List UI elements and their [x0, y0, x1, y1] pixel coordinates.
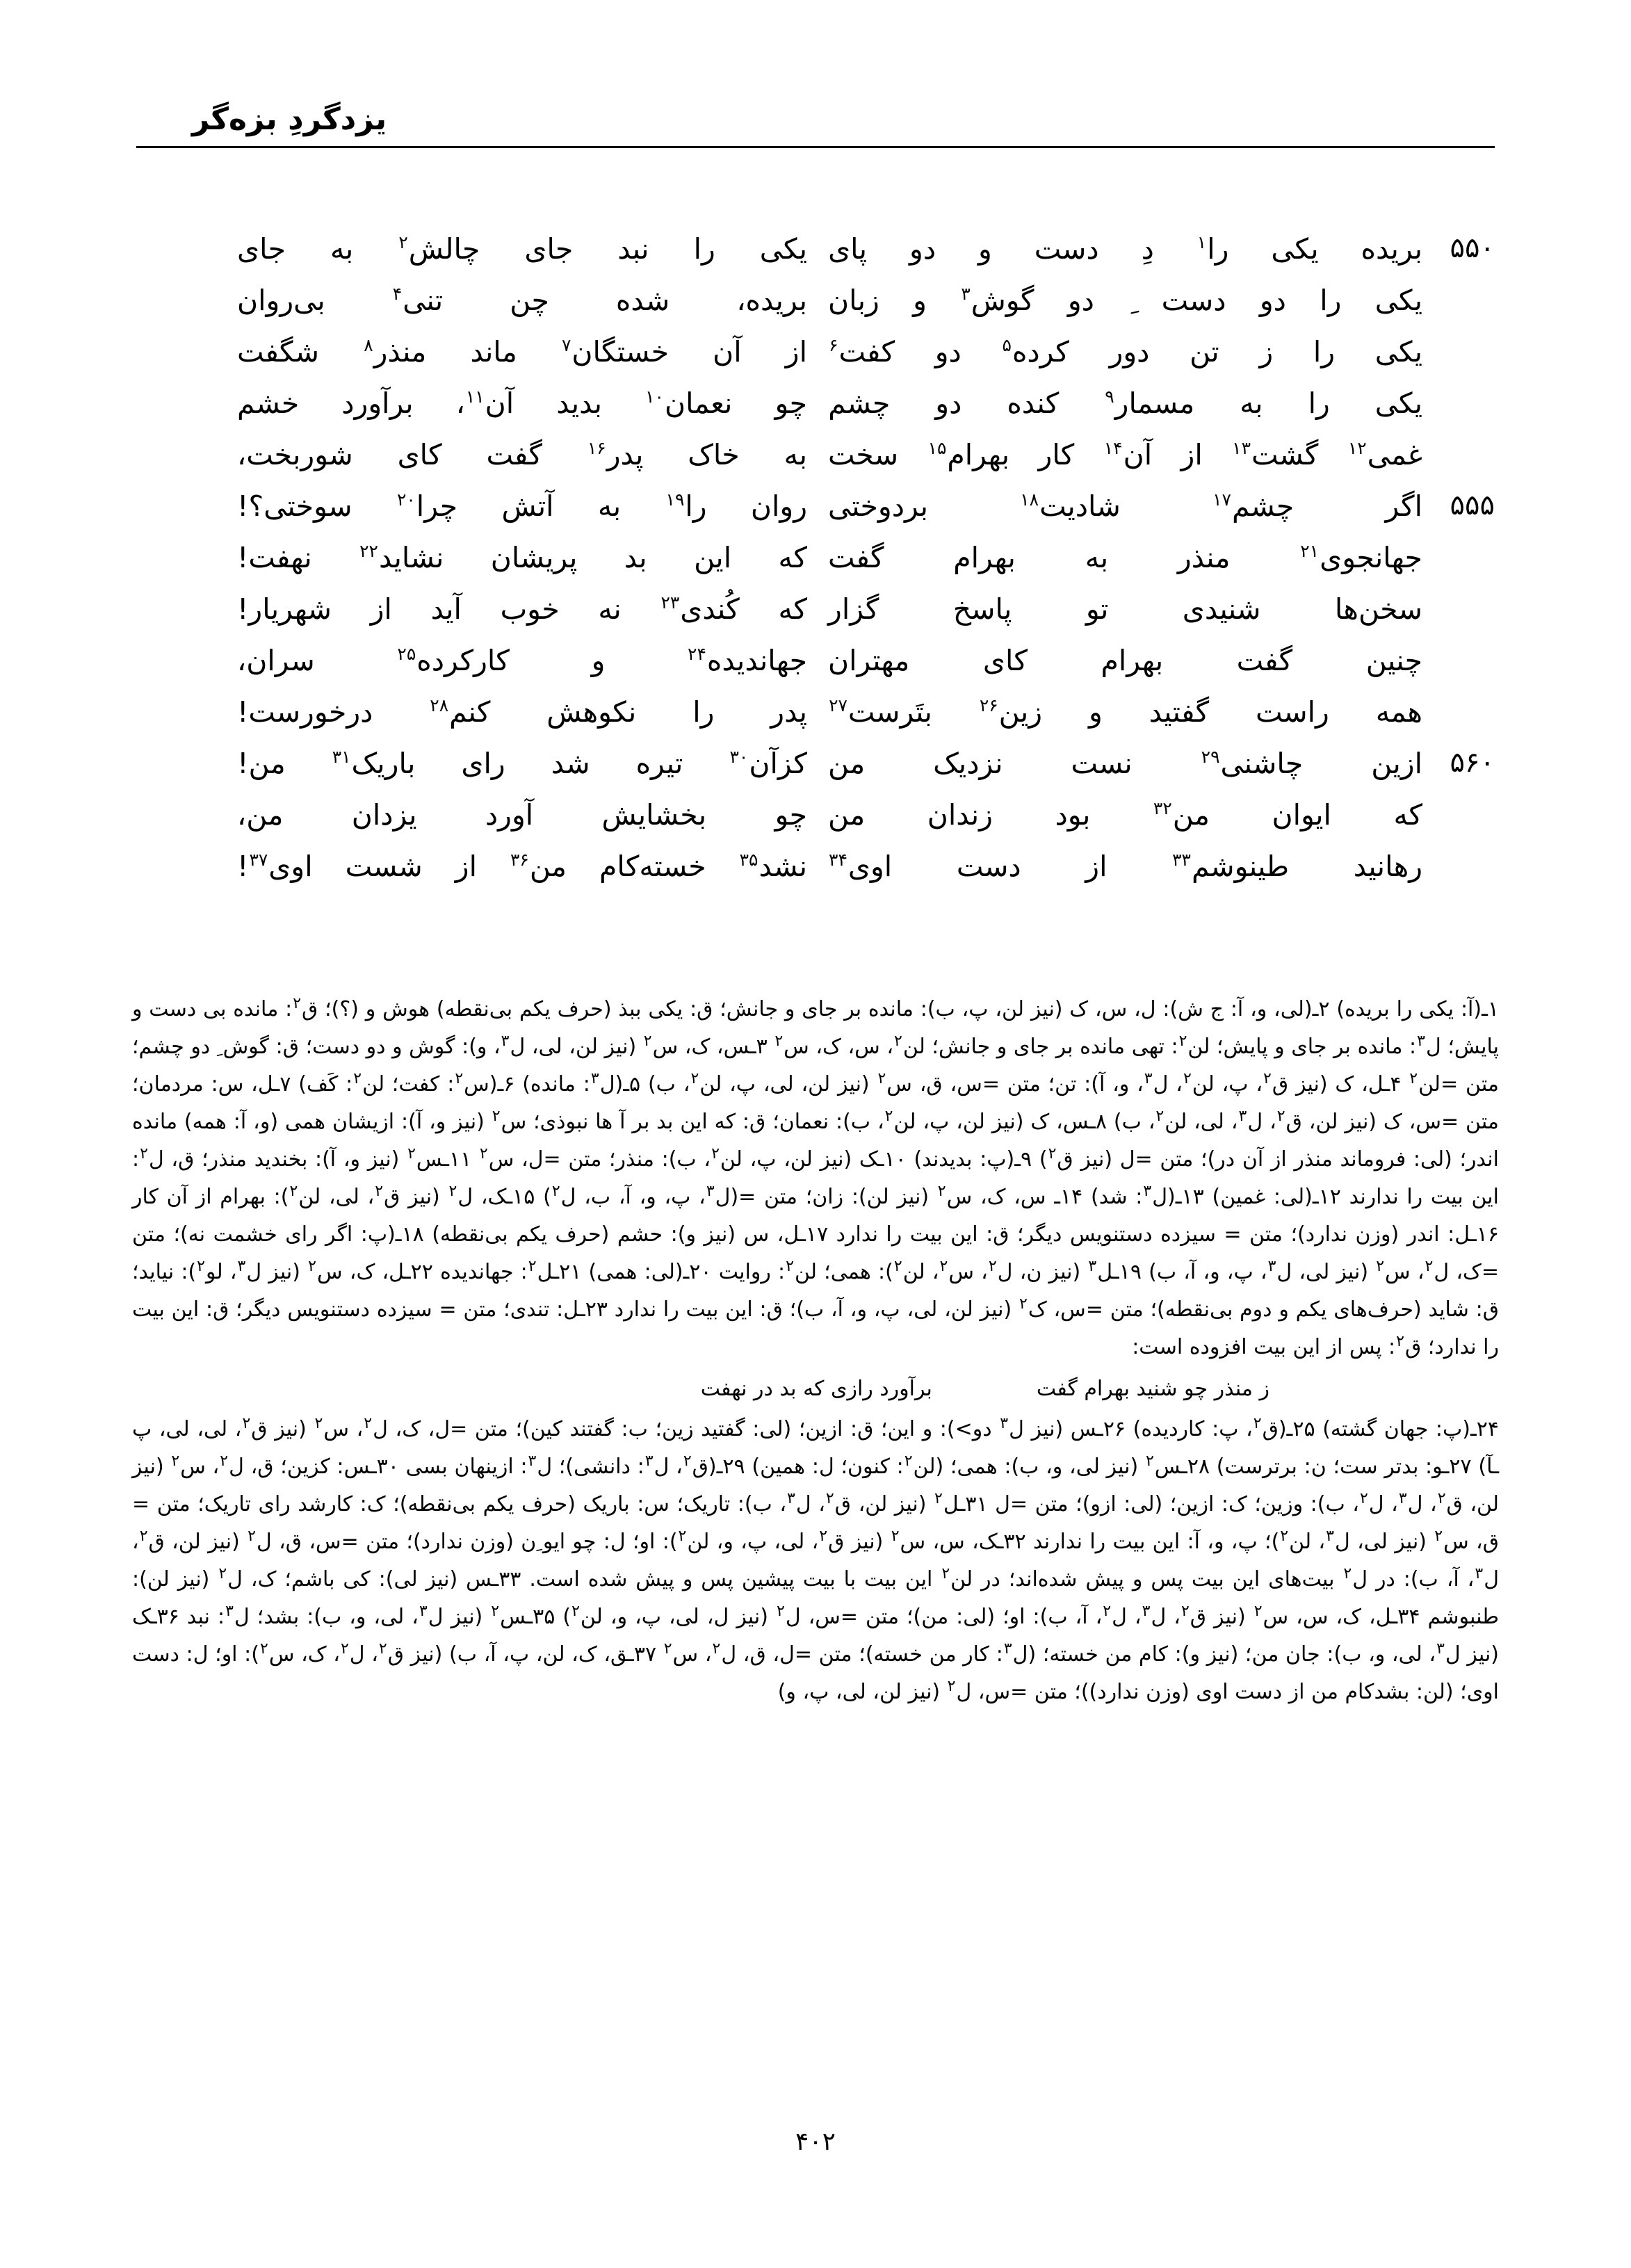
inserted-couplet-hemistich-a: ز منذر چو شنید بهرام گفت — [1036, 1377, 1269, 1401]
hemistich-a: غمی$^{۱۲}$ گشت$^{۱۳}$ از آن$^{۱۴}$ کار بهرام$^{۱۵}$ سخت — [828, 438, 1422, 471]
verse-number — [1422, 641, 1495, 644]
hemistich-a: بریده یکی را$^۱$ دِ دست و دو پای — [828, 232, 1422, 266]
verse-line — [136, 590, 1495, 641]
verse-line — [136, 435, 1495, 487]
verse-line — [136, 281, 1495, 332]
verse-line — [136, 229, 1495, 281]
verse-number: ۵۶۰ — [1450, 747, 1495, 779]
apparatus-paragraph-1: ۱ـ(آ: یکی را بریده) ۲ـ(لی، و، آ: ج ش): ل، س، ک (نیز لن، پ، ب): مانده بر جای و جانش؛ ق: یکی ببذ (حرف یکم بی‌نقطه) هوش و (؟)؛ ق$^۲$: مانده بی دست و پایش؛ ل$^۳$: مانده بر جای و پایش؛ لن$^۲$: تهی مانده بر جای و جانش؛ لن$^۲$، س، ک، س$^۲$ ۳ـس، ک، س$^۲$ (نیز لن، لی، ل$^۳$، و): گوش و دو دست؛ ق: گوش ِ دو چشم؛ متن =لن$^۲$ ۴ـل، ک (نیز ق$^۲$، پ، لن$^۲$، ل$^۳$، و، آ): تن؛ متن =س، ق، س$^۲$ (نیز لن، لی، پ، لن$^۲$، ب) ۵ـ(ل$^۳$: مانده) ۶ـ(س$^۲$: کفت؛ لن$^۲$: کَف) ۷ـل، س: مردمان؛ متن =س، ک (نیز لن، ق$^۲$، ل$^۳$، لی، لن$^۲$، ب) ۸ـس، ک (نیز لن، پ، لن$^۲$، ب): نعمان؛ ق: که این بد بر آ ها نبوذی؛ س$^۲$ (نیز و، آ): ازیشان همی (و، آ: همه) مانده اندر؛ (لی: فروماند منذر از آن در)؛ متن =ل (نیز ق$^۲$) ۹ـ(پ: بدیدند) ۱۰ـک (نیز لن، پ، لن$^۲$، ب): منذر؛ متن =ل، س$^۲$ ۱۱ـس$^۲$ (نیز و، آ): بخندید منذر؛ ق، ل$^۲$: این بیت را ندارند ۱۲ـ(لی: غمین) ۱۳ـ(ل$^۳$: شد) ۱۴ـ س، ک، س$^۲$ (نیز لن): زان؛ متن =(ل$^۳$، پ، و، آ، ب، ل$^۲$) ۱۵ـک، ل$^۲$ (نیز ق$^۲$، لی، لن$^۲$): بهرام از آن کار ۱۶ـل: اندر (وزن ندارد)؛ متن = سیزده دستنویس دیگر؛ ق: این بیت را ندارد ۱۷ـل، س (نیز و): حشم (حرف یکم بی‌نقطه) ۱۸ـ(پ: اگر رای خشمت نه)؛ متن =ک، ل$^۲$، س$^۲$ (نیز لی، ل$^۳$، پ، و، آ، ب) ۱۹ـل$^۳$ (نیز ن، ل$^۲$، س$^۲$، لن$^۲$): همی؛ لن$^۲$: روایت ۲۰ـ(لی: همی) ۲۱ـل$^۲$: جهاندیده ۲۲ـل، ک، س$^۲$ (نیز ل$^۳$، لو$^۲$): نیاید؛ ق: شاید (حرف‌های یکم و دوم بی‌نقطه)؛ متن =س، ک$^۲$ (نیز لن، لی، پ، و، آ، ب)؛ ق: این بیت را ندارد ۲۳ـل: تندی؛ متن = سیزده دستنویس دیگر؛ ق: این بیت را ندارد؛ ق$^۲$: پس از این بیت افزوده است: — [132, 995, 1500, 1359]
hemistich-b: چو بخشایش آورد یزدان من، — [237, 798, 807, 832]
critical-apparatus — [132, 991, 1499, 1711]
verse-line — [136, 692, 1495, 744]
hemistich-b: از آن خستگان$^۷$ ماند منذر$^۸$ شگفت — [237, 335, 807, 368]
verse-line — [136, 641, 1495, 692]
running-head-title: یزدگردِ بزه‌گر — [192, 102, 387, 137]
verse-line — [136, 538, 1495, 590]
hemistich-a: یکی را به مسمار$^۹$ کنده دو چشم — [828, 387, 1422, 420]
hemistich-b: بریده، شده چن تنی$^۴$ بی‌روان — [237, 284, 807, 317]
verse-number — [1422, 847, 1495, 850]
verse-number — [1422, 538, 1495, 541]
verse-line — [136, 795, 1495, 847]
verse-number — [1422, 281, 1495, 284]
running-head-container — [136, 104, 1495, 148]
verse-line — [136, 384, 1495, 435]
hemistich-a: چنین گفت بهرام کای مهتران — [828, 644, 1422, 677]
verse-line — [136, 847, 1495, 898]
hemistich-a: یکی را دو دست دو گوش$^۳$ و زبان — [828, 284, 1422, 317]
hemistich-a: اگر چشم$^{۱۷}$ شادیت$^{۱۸}$ بردوختی — [828, 489, 1422, 523]
verse-number: ۵۵۰ — [1450, 232, 1495, 264]
hemistich-a: یکی را ز تن دور کرده$^۵$ دو کفت$^۶$ — [829, 335, 1422, 368]
hemistich-b: چو نعمان$^{۱۰}$ بدید آن$^{۱۱}$، برآورد خشم — [237, 387, 807, 420]
verse-number — [1422, 692, 1495, 695]
running-head-rule — [136, 146, 1495, 148]
hemistich-a: رهانید طینوشم$^{۳۳}$ از دست اوی$^{۳۴}$ — [829, 850, 1422, 883]
hemistich-b: که کُندی$^{۲۳}$ نه خوب آید از شهریار! — [237, 592, 807, 626]
hemistich-a: همه راست گفتید و زین$^{۲۶}$ بتَرست$^{۲۷}$ — [829, 695, 1422, 729]
folio-page-number: ۴۰۲ — [795, 2128, 836, 2156]
verse-line — [136, 487, 1495, 538]
verse-block — [136, 229, 1495, 898]
apparatus-paragraph-2: ۲۴ـ(پ: جهان گشته) ۲۵ـ(ق$^۲$، پ: کاردیده) ۲۶ـس (نیز ل$^۳$ دو>): و این؛ ق: ازین؛ (لی: گفتید زین؛ ب: گفتند کین)؛ متن =ل، ک، ل$^۲$، س$^۲$ (نیز ق$^۲$، لی، لی، پ ـآ) ۲۷ـو: بدتر ست؛ ن: برترست) ۲۸ـس$^۲$ (نیز لی، و، ب): همی؛ (لن$^۲$: کنون؛ ل: همین) ۲۹ـ(ق$^۲$، ل$^۳$: دانشی)؛ ل$^۳$: ازینهان بسی ۳۰ـس: کزین؛ ق، ل$^۲$، س$^۲$ (نیز لن، ق$^۲$، ل$^۳$، ل$^۲$، ب): وزین؛ ک: ازین؛ (لی: ازو)؛ متن =ل ۳۱ـل$^۲$ (نیز لن، ق$^۲$، ل$^۳$، ب): تاریک؛ س: باریک (حرف یکم بی‌نقطه)؛ ک: کارشد رای تاریک؛ متن = ق، س$^۲$ (نیز لی، ل$^۳$، لن$^۲$)؛ پ، و، آ: این بیت را ندارند ۳۲ـک، س، س$^۲$ (نیز ق$^۲$، لی، پ، و، لن$^۲$): او؛ ل: چو ایو ِن (وزن ندارد)؛ متن =س، ق، ل$^۲$ (نیز لن، ق$^۲$، ل$^۳$، آ، ب): در ل$^۲$ بیت‌های این بیت پس و پیش شده‌اند؛ در لن$^۲$ این بیت با بیت پیشین پس و پیش شده است. ۳۳ـس (نیز لی): کی باشم؛ ک، ل$^۲$ (نیز لن): طنبوشم ۳۴ـل، ک، س، س$^۲$ (نیز ق$^۲$، ل$^۳$، ل$^۲$، آ، ب): او؛ (لی: من)؛ متن =س، ل$^۲$ (نیز ل، لی، پ، و، لن$^۲$) ۳۵ـس$^۲$ (نیز ل$^۳$، لی، و، ب): بشد؛ ل$^۳$: نبد ۳۶ـک (نیز ل$^۳$، لی، و، ب): جان من؛ (نیز و): کام من خسته؛ (ل$^۳$: کار من خسته)؛ متن =ل، ق، ل$^۲$، س$^۲$ ۳۷ـق، ک، لن، پ، آ، ب) (نیز ق$^۲$، ل$^۲$، ک، س$^۲$): او؛ ل: دست اوی؛ (لن: بشدکام من از دست اوی (وزن ندارد))؛ متن =س، ل$^۲$ (نیز لن، لی، پ، و) — [132, 1415, 1500, 1704]
verse-number — [1422, 435, 1495, 438]
verse-line — [136, 332, 1495, 384]
verse-number — [1422, 795, 1495, 798]
hemistich-b: کزآن$^{۳۰}$ تیره شد رای باریک$^{۳۱}$ من! — [237, 747, 807, 780]
inserted-couplet-hemistich-b: برآورد رازی که بد در نهفت — [700, 1377, 932, 1401]
hemistich-b: پدر را نکوهش کنم$^{۲۸}$ درخورست! — [237, 695, 807, 729]
hemistich-a: که ایوان من$^{۳۲}$ بود زندان من — [828, 798, 1422, 832]
verse-line — [136, 744, 1495, 795]
hemistich-b: نشد$^{۳۵}$ خسته‌کام من$^{۳۶}$ از شست اوی$^{۳۷}$! — [237, 850, 807, 883]
hemistich-a: جهانجوی$^{۲۱}$ منذر به بهرام گفت — [828, 541, 1422, 574]
apparatus-inserted-couplet — [132, 1370, 1499, 1408]
hemistich-b: روان را$^{۱۹}$ به آتش چرا$^{۲۰}$ سوختی؟! — [237, 489, 807, 523]
hemistich-a: سخن‌ها شنیدی تو پاسخ گزار — [828, 592, 1422, 626]
verse-number — [1422, 384, 1495, 387]
verse-number — [1422, 332, 1495, 335]
hemistich-b: به خاک پدر$^{۱۶}$ گفت کای شوربخت، — [237, 438, 807, 471]
verse-number: ۵۵۵ — [1450, 489, 1495, 521]
hemistich-b: جهاندیده$^{۲۴}$ و کارکرده$^{۲۵}$ سران، — [237, 644, 807, 677]
hemistich-b: که این بد پریشان نشاید$^{۲۲}$ نهفت! — [237, 541, 807, 574]
hemistich-b: یکی را نبد جای چالش$^۲$ به جای — [237, 232, 807, 266]
verse-number — [1422, 590, 1495, 592]
hemistich-a: ازین چاشنی$^{۲۹}$ نست نزدیک من — [828, 747, 1422, 780]
